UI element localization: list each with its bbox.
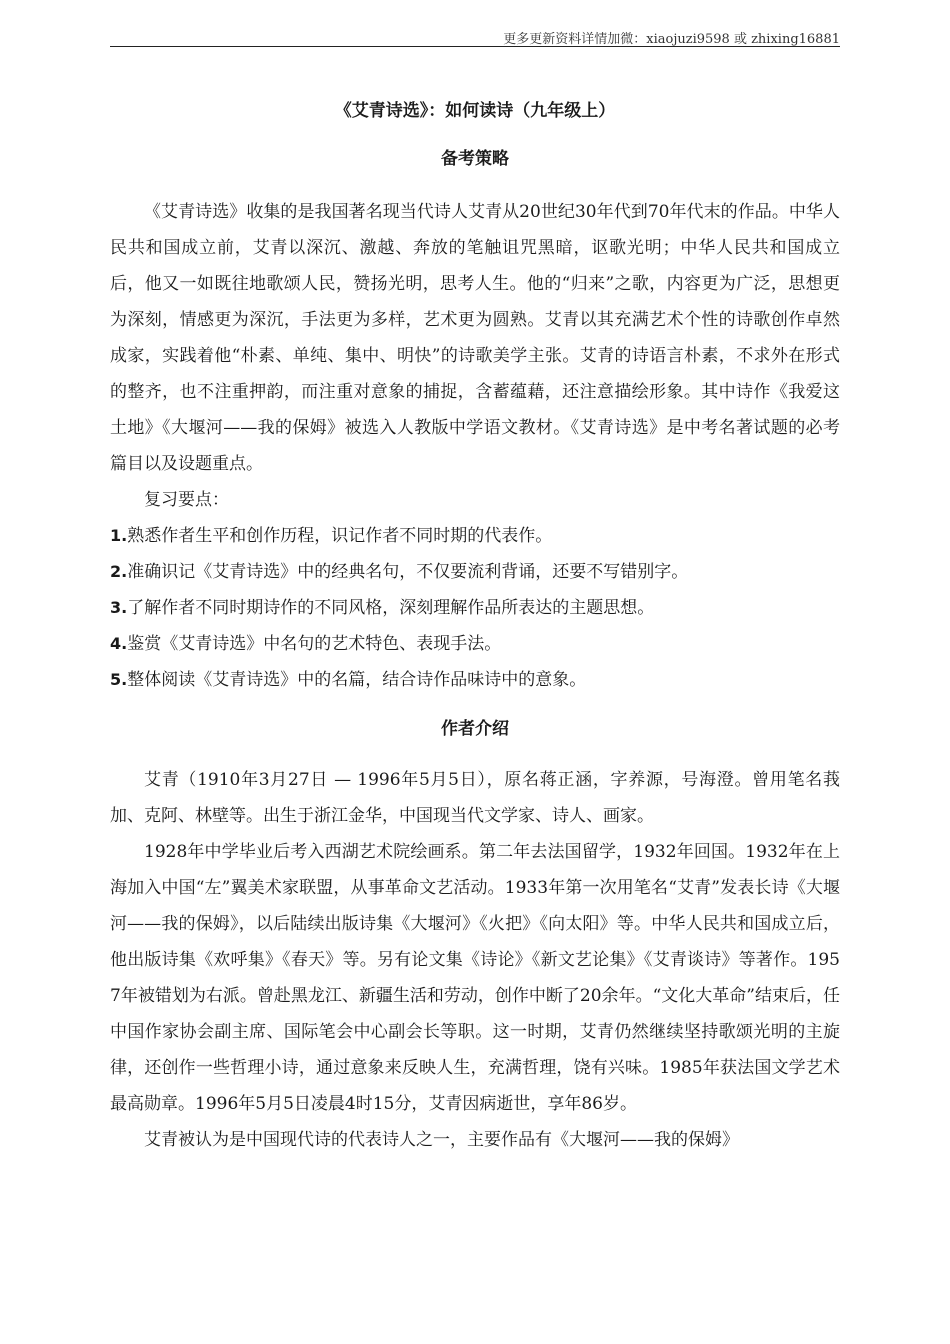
list-item: [110, 590, 840, 626]
document-title: 《艾青诗选》：如何读诗（九年级上）: [334, 101, 616, 121]
list-item: [110, 518, 840, 554]
list-item: [110, 626, 840, 662]
review-points-list: [110, 518, 840, 698]
list-item-text: 准确识记《艾青诗选》中的经典名句，不仅要流利背诵，还要不写错别字。: [127, 562, 689, 582]
section-heading-author: 作者介绍: [441, 719, 509, 739]
list-item-number: 4.: [110, 634, 128, 653]
list-item-text: 了解作者不同时期诗作的不同风格，深刻理解作品所表达的主题思想。: [127, 598, 655, 618]
list-item: [110, 662, 840, 698]
list-item-text: 整体阅读《艾青诗选》中的名篇，结合诗作品味诗中的意象。: [127, 670, 587, 690]
list-item-text: 鉴赏《艾青诗选》中名句的艺术特色、表现手法。: [127, 634, 502, 654]
strategy-intro-paragraph: 《艾青诗选》收集的是我国著名现当代诗人艾青从20世纪30年代到70年代末的作品。中华人民共和国成立前，艾青以深沉、激越、奔放的笔触诅咒黑暗，讴歌光明；中华人民共和国成立后，他又一如既往地歌颂人民，赞扬光明，思考人生。他的“归来”之歌，内容更为广泛，思想更为深刻，情感更为深沉，手法更为多样，艺术更为圆熟。艾青以其充满艺术个性的诗歌创作卓然成家，实践着他“朴素、单纯、集中、明快”的诗歌美学主张。艾青的诗语言朴素，不求外在形式的整齐，也不注重押韵，而注重对意象的捕捉，含蓄蕴藉，还注意描绘形象。其中诗作《我爱这土地》《大堰河——我的保姆》被选入人教版中学语文教材。《艾青诗选》是中考名著试题的必考篇目以及设题重点。: [110, 202, 840, 474]
author-paragraph: 1928年中学毕业后考入西湖艺术院绘画系。第二年去法国留学，1932年回国。1932年在上海加入中国“左”翼美术家联盟，从事革命文艺活动。1933年第一次用笔名“艾青”发表长诗《大堰河——我的保姆》，以后陆续出版诗集《大堰河》《火把》《向太阳》等。中华人民共和国成立后，他出版诗集《欢呼集》《春天》等。另有论文集《诗论》《新文艺论集》《艾青谈诗》等著作。1957年被错划为右派。曾赴黑龙江、新疆生活和劳动，创作中断了20余年。“文化大革命”结束后，任中国作家协会副主席、国际笔会中心副会长等职。这一时期，艾青仍然继续坚持歌颂光明的主旋律，还创作一些哲理小诗，通过意象来反映人生，充满哲理，饶有兴味。1985年获法国文学艺术最高勋章。1996年5月5日凌晨4时15分，艾青因病逝世，享年86岁。: [110, 842, 840, 1114]
author-paragraph: 艾青被认为是中国现代诗的代表诗人之一，主要作品有《大堰河——我的保姆》: [144, 1130, 739, 1150]
author-paragraph: 艾青（1910年3月27日 — 1996年5月5日），原名蒋正涵，字养源，号海澄。曾用笔名莪加、克阿、林壁等。出生于浙江金华，中国现当代文学家、诗人、画家。: [110, 770, 840, 826]
header-note: 更多更新资料详情加微：xiaojuzi9598 或 zhixing16881: [503, 32, 840, 47]
list-item-number: 5.: [110, 670, 128, 689]
section-heading-strategy: 备考策略: [441, 149, 509, 169]
list-item-text: 熟悉作者生平和创作历程，识记作者不同时期的代表作。: [127, 526, 553, 546]
document-body: [110, 96, 840, 1158]
list-item-number: 2.: [110, 562, 128, 581]
list-item-number: 1.: [110, 526, 128, 545]
review-points-label: 复习要点：: [144, 490, 229, 510]
header-divider: [110, 46, 840, 47]
list-item: [110, 554, 840, 590]
list-item-number: 3.: [110, 598, 128, 617]
